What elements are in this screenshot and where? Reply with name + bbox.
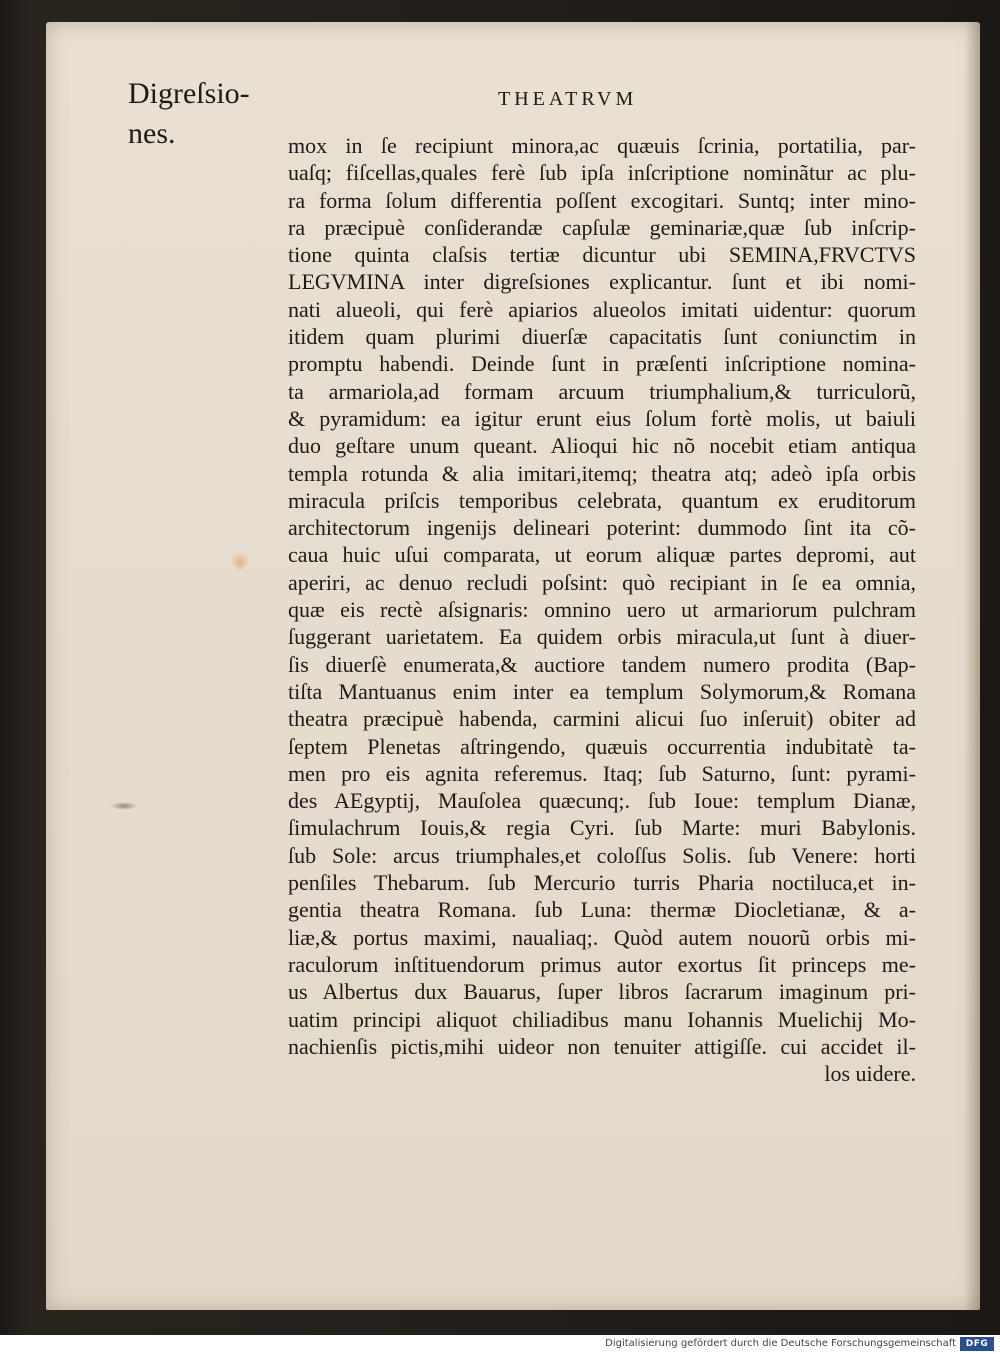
foxing-stain — [232, 552, 248, 572]
text-line: architectorum ingenijs delineari poterint: dummodo ſint ita cõ- — [288, 515, 916, 541]
text-line: gentia theatra Romana. ſub Luna: thermæ Diocletianæ, & a- — [288, 897, 916, 923]
text-line: us Albertus dux Bauarus, ſuper libros ſacrarum imaginum pri- — [288, 979, 916, 1005]
text-line: liæ,& portus maximi, naualiaq;. Quòd autem nouorũ orbis mi- — [288, 924, 916, 950]
text-line: ra præcipuè conſiderandæ capſulæ geminariæ,quæ ſub inſcrip- — [288, 214, 916, 240]
text-line: LEGVMINA inter digreſsiones explicantur. ſunt et ibi nomi- — [288, 269, 916, 295]
text-line: & pyramidum: ea igitur erunt eius ſolum fortè molis, ut baiuli — [288, 405, 916, 431]
text-line: mox in ſe recipiunt minora,ac quæuis ſcrinia, portatilia, par- — [288, 133, 916, 158]
text-line: ſeptem Plenetas aſtringendo, quæuis occurrentia indubitatè ta- — [288, 733, 916, 759]
text-line: ſuggerant uarietatem. Ea quidem orbis miracula,ut ſunt à diuer- — [288, 624, 916, 650]
text-line: raculorum inſtituendorum primus autor exortus ſit princeps me- — [288, 951, 916, 977]
text-line: nati alueoli, qui ferè apiarios alueolos imitati uidentur: quorum — [288, 296, 916, 322]
text-line: miracula priſcis temporibus celebrata, quantum ex eruditorum — [288, 487, 916, 513]
text-line: ſub Sole: arcus triumphales,et coloſſus Solis. ſub Venere: horti — [288, 842, 916, 868]
text-line: theatra præcipuè habenda, carmini alicui ſuo inſeruit) obiter ad — [288, 706, 916, 732]
text-line: nachienſis pictis,mihi uideor non tenuiter attigiſſe. cui accidet il- — [288, 1033, 916, 1059]
margin-note: Digreſsio- nes. — [128, 77, 250, 150]
text-line: uatim principi aliquot chiliadibus manu Iohannis Muelichij Mo- — [288, 1006, 916, 1032]
text-line: caua huic uſui comparata, ut eorum aliquæ partes depromi, aut — [288, 542, 916, 568]
text-line: itidem quam plurimi diuerſæ capacitatis ſunt coniunctim in — [288, 324, 916, 350]
dfg-logo: DFG — [960, 1337, 994, 1351]
running-head: THEATRVM — [498, 88, 638, 110]
funding-credit: Digitalisierung gefördert durch die Deutsche Forschungsgemeinschaft — [605, 1338, 956, 1349]
text-line: promptu habendi. Deinde ſunt in præſenti inſcriptione nomina- — [288, 351, 916, 377]
text-line: uaſq; fiſcellas,quales ferè ſub ipſa inſcriptione nominãtur ac plu- — [288, 160, 916, 186]
text-line: quæ eis rectè aſsignaris: omnino uero ut armariorum pulchram — [288, 597, 916, 623]
text-line: duo geſtare unum queant. Alioqui hic nõ nocebit etiam antiqua — [288, 433, 916, 459]
text-line: penſiles Thebarum. ſub Mercurio turris Pharia noctiluca,et in- — [288, 870, 916, 896]
text-line: ra forma ſolum differentia poſſent excogitari. Suntq; inter mino- — [288, 187, 916, 213]
text-line: templa rotunda & alia imitari,itemq; theatra atq; adeò ipſa orbis — [288, 460, 916, 486]
page-speck — [110, 802, 138, 810]
text-line: des AEgyptij, Mauſolea quæcunq;. ſub Ioue: templum Dianæ, — [288, 788, 916, 814]
text-line: los uidere. — [824, 1061, 916, 1087]
text-line: men pro eis agnita referemus. Itaq; ſub Saturno, ſunt: pyrami- — [288, 760, 916, 786]
body-text — [288, 132, 916, 1087]
text-line: aperiri, ac denuo recludi poſsint: quò recipiant in ſe ea omnia, — [288, 569, 916, 595]
text-line: ſimulachrum Iouis,& regia Cyri. ſub Marte: muri Babylonis. — [288, 815, 916, 841]
text-line: tiſta Mantuanus enim inter ea templum Solymorum,& Romana — [288, 678, 916, 704]
text-line: ſis diuerſè enumerata,& auctiore tandem numero prodita (Bap- — [288, 651, 916, 677]
text-line: ta armariola,ad formam arcuum triumphalium,& turriculorũ, — [288, 378, 916, 404]
text-line: tione quinta claſsis tertiæ dicuntur ubi SEMINA,FRVCTVS — [288, 242, 916, 268]
